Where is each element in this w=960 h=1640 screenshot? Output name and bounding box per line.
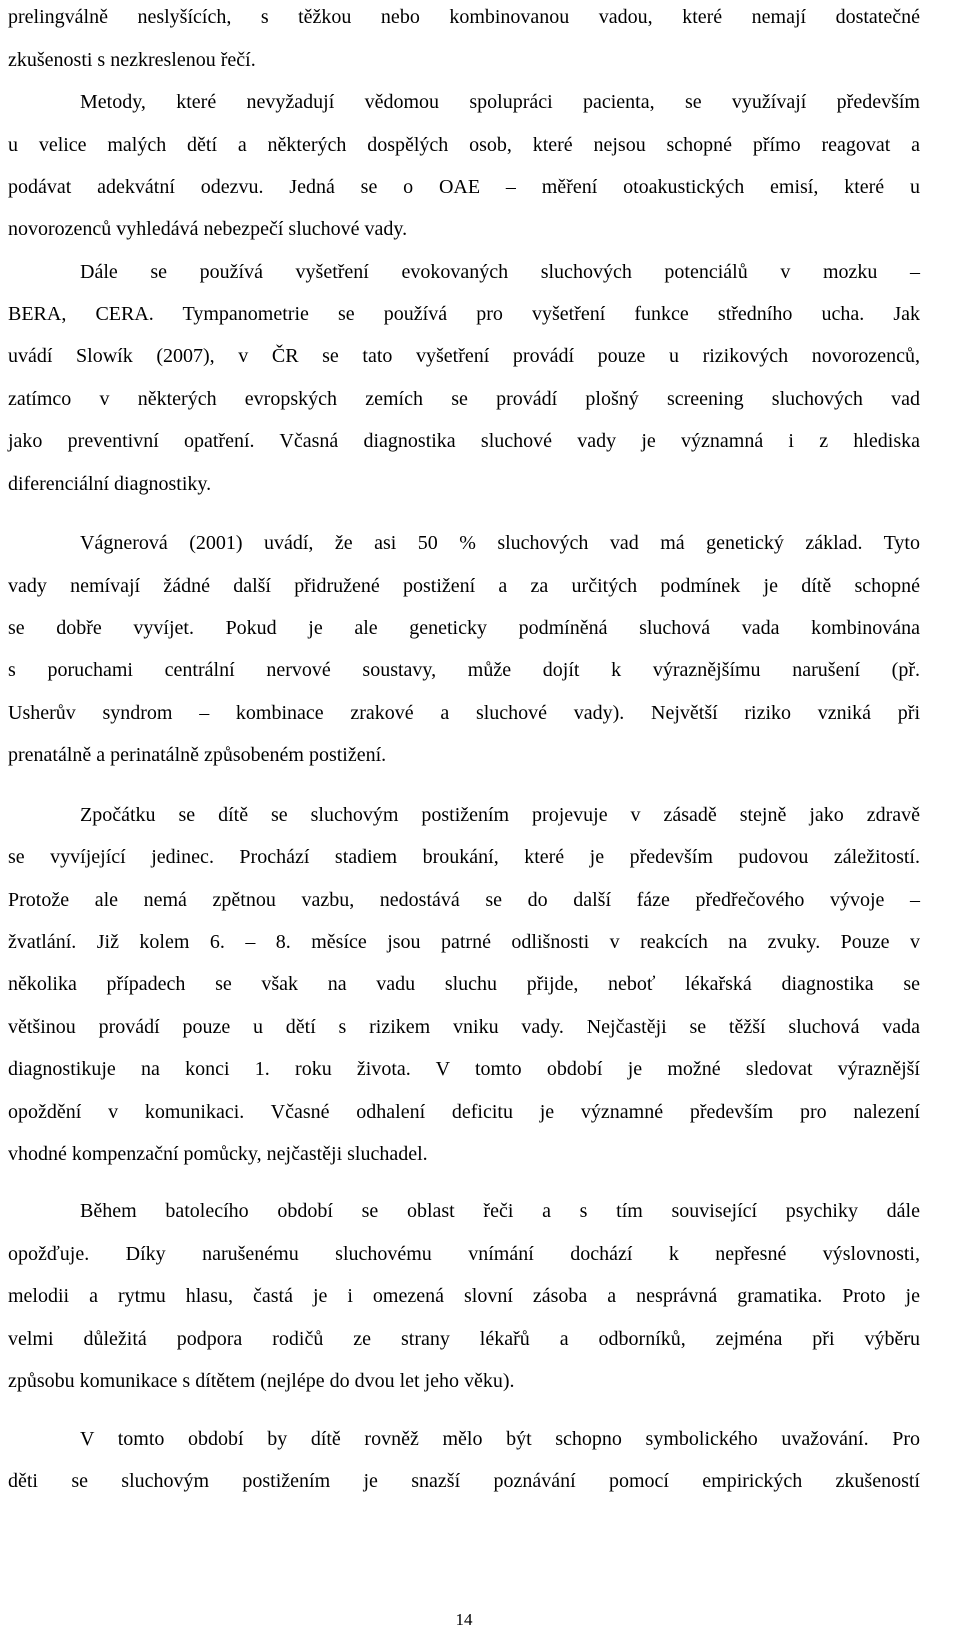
text-line: Vágnerová (2001) uvádí, že asi 50 % sluchových vad má genetický základ. Tyto (80, 532, 920, 554)
text-line: děti se sluchovým postižením je snazší poznávání pomocí empirických zkušeností (8, 1470, 920, 1492)
text-line: vhodné kompenzační pomůcky, nejčastěji sluchadel. (8, 1143, 428, 1165)
text-line: V tomto období by dítě rovněž mělo být schopno symbolického uvažování. Pro (80, 1428, 920, 1450)
text-line: u velice malých dětí a některých dospělých osob, které nejsou schopné přímo reagovat a (8, 134, 920, 156)
text-line: většinou provádí pouze u dětí s rizikem vniku vady. Nejčastěji se těžší sluchová vada (8, 1016, 920, 1038)
text-line: se dobře vyvíjet. Pokud je ale geneticky podmíněná sluchová vada kombinována (8, 617, 920, 639)
text-line: opožďuje. Díky narušenému sluchovému vnímání dochází k nepřesné výslovnosti, (8, 1243, 920, 1265)
text-line: BERA, CERA. Tympanometrie se používá pro vyšetření funkce středního ucha. Jak (8, 303, 920, 325)
text-line: Během batolecího období se oblast řeči a s tím související psychiky dále (80, 1200, 920, 1222)
text-line: podávat adekvátní odezvu. Jedná se o OAE – měření otoakustických emisí, které u (8, 176, 920, 198)
text-line: způsobu komunikace s dítětem (nejlépe do dvou let jeho věku). (8, 1370, 515, 1392)
text-line: uvádí Slowík (2007), v ČR se tato vyšetření provádí pouze u rizikových novorozenců, (8, 345, 920, 367)
text-line: několika případech se však na vadu sluchu přijde, neboť lékařská diagnostika se (8, 973, 920, 995)
text-line: Usherův syndrom – kombinace zrakové a sluchové vady). Největší riziko vzniká při (8, 702, 920, 724)
text-line: prenatálně a perinatálně způsobeném postižení. (8, 744, 387, 766)
page-number: 14 (455, 1610, 473, 1629)
text-line: Protože ale nemá zpětnou vazbu, nedostává se do další fáze předřečového vývoje – (8, 889, 920, 911)
text-line: vady nemívají žádné další přidružené postižení a za určitých podmínek je dítě schopné (8, 575, 920, 597)
text-line: prelingválně neslyšících, s těžkou nebo kombinovanou vadou, které nemají dostatečné (8, 6, 920, 28)
text-line: velmi důležitá podpora rodičů ze strany lékařů a odborníků, zejména při výběru (8, 1328, 920, 1350)
text-line: s poruchami centrální nervové soustavy, může dojít k výraznějšímu narušení (př. (8, 659, 920, 681)
text-line: diferenciální diagnostiky. (8, 473, 212, 495)
text-line: se vyvíjející jedinec. Prochází stadiem broukání, které je především pudovou záležitostí. (8, 846, 920, 868)
text-line: žvatlání. Již kolem 6. – 8. měsíce jsou patrné odlišnosti v reakcích na zvuky. Pouze v (8, 931, 920, 953)
text-line: Dále se používá vyšetření evokovaných sluchových potenciálů v mozku – (80, 261, 920, 283)
text-line: Zpočátku se dítě se sluchovým postižením projevuje v zásadě stejně jako zdravě (80, 804, 920, 826)
text-line: Metody, které nevyžadují vědomou spolupráci pacienta, se využívají především (80, 91, 920, 113)
text-line: diagnostikuje na konci 1. roku života. V tomto období je možné sledovat výraznější (8, 1058, 920, 1080)
text-line: melodii a rytmu hlasu, častá je i omezená slovní zásoba a nesprávná gramatika. Proto je (8, 1285, 920, 1307)
text-line: jako preventivní opatření. Včasná diagnostika sluchové vady je významná i z hlediska (8, 430, 920, 452)
text-line: novorozenců vyhledává nebezpečí sluchové vady. (8, 218, 408, 240)
text-line: zkušenosti s nezkreslenou řečí. (8, 49, 256, 71)
text-line: opoždění v komunikaci. Včasné odhalení deficitu je významné především pro nalezení (8, 1101, 920, 1123)
text-line: zatímco v některých evropských zemích se provádí plošný screening sluchových vad (8, 388, 920, 410)
document-page (8, 0, 920, 1640)
